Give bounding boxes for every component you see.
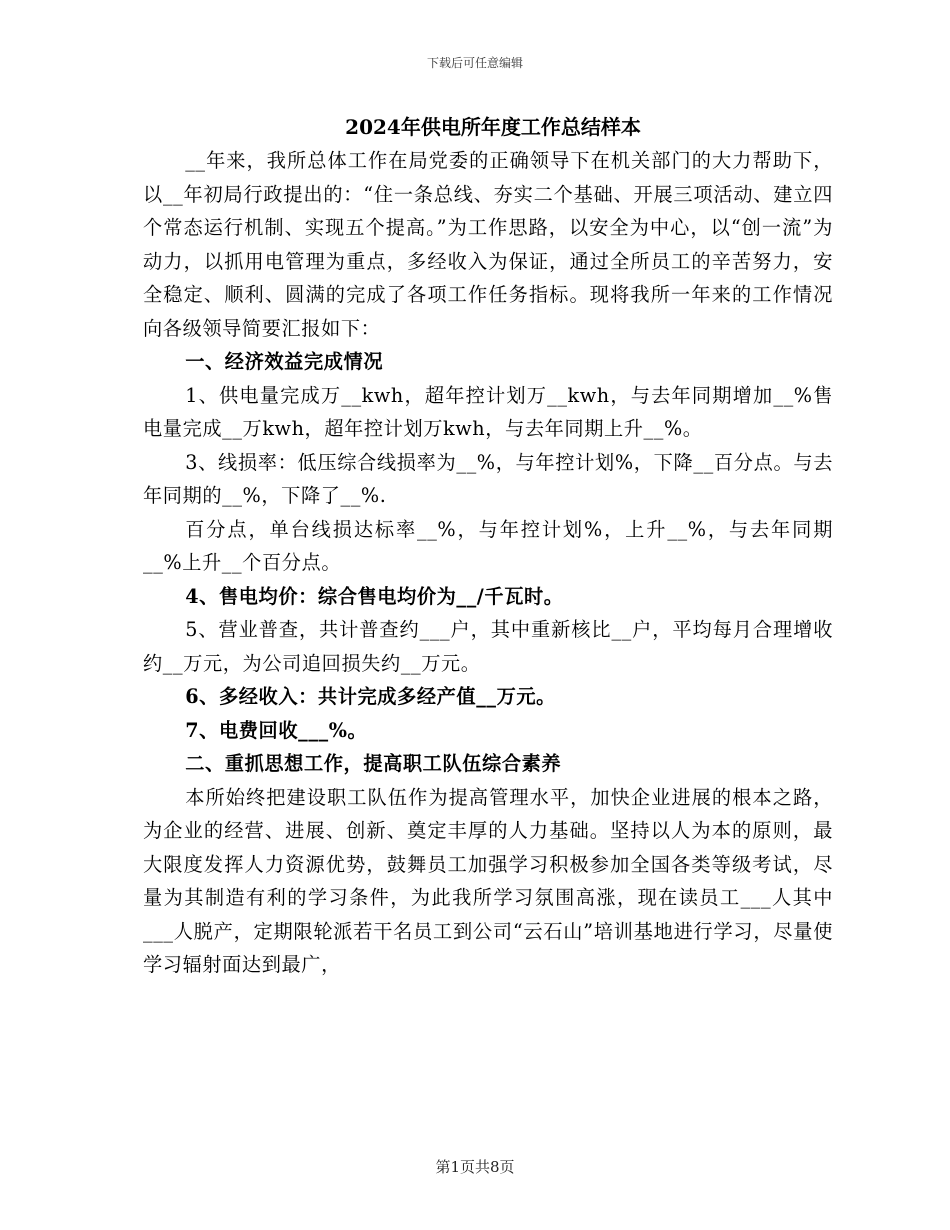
paragraph-diversified-income: 6、多经收入：共计完成多经产值__万元。 [185,685,556,708]
paragraph-fee-recovery: 7、电费回收___%。 [185,718,368,742]
paragraph-power-supply: 1、供电量完成万__kwh，超年控计划万__kwh，与去年同期增加__%售电量完成__万kwh，超年控计划万kwh，与去年同期上升__%。 [143,383,833,440]
section-heading-1: 一、经济效益完成情况 [185,350,384,373]
page-header-note: 下载后可任意编辑 [426,56,523,70]
section-heading-2: 二、重抓思想工作，提高职工队伍综合素养 [185,752,562,775]
paragraph-intro: __年来，我所总体工作在局党委的正确领导下在机关部门的大力帮助下，以__年初局行政提出的：“住一条总线、夯实二个基础、开展三项活动、建立四个常态运行机制、实现五个提高。”为工作思路，以安全为中心，以“创一流”为动力，以抓用电管理为重点，多经收入为保证，通过全所员工的辛苦努力，安全稳定、顺利、圆满的完成了各项工作任务指标。现将我所一年来的工作情况向各级领导简要汇报如下： [143,149,833,340]
paragraph-business-census: 5、营业普查，共计普查约___户，其中重新核比__户，平均每月合理增收约__万元，为公司追回损失约__万元。 [143,618,833,675]
document-title: 2024年供电所年度工作总结样本 [345,115,641,139]
paragraph-percentage-points: 百分点，单台线损达标率__%，与年控计划%，上升__%，与去年同期__%上升__个百分点。 [143,517,833,574]
document-body [143,113,833,982]
page-footer: 第1页共8页 [435,1158,515,1176]
paragraph-staff-building: 本所始终把建设职工队伍作为提高管理水平，加快企业进展的根本之路，为企业的经营、进展、创新、奠定丰厚的人力基础。坚持以人为本的原则，最大限度发挥人力资源优势，鼓舞员工加强学习积极参加全国各类等级考试，尽量为其制造有利的学习条件，为此我所学习氛围高涨，现在读员工___人其中___人脱产，定期限轮派若干名员工到公司“云石山”培训基地进行学习，尽量使学习辐射面达到最广， [143,785,833,976]
paragraph-average-price: 4、售电均价：综合售电均价为__/千瓦时。 [185,584,564,608]
paragraph-line-loss: 3、线损率：低压综合线损率为__%，与年控计划%，下降__百分点。与去年同期的__%，下降了__%. [143,450,833,507]
